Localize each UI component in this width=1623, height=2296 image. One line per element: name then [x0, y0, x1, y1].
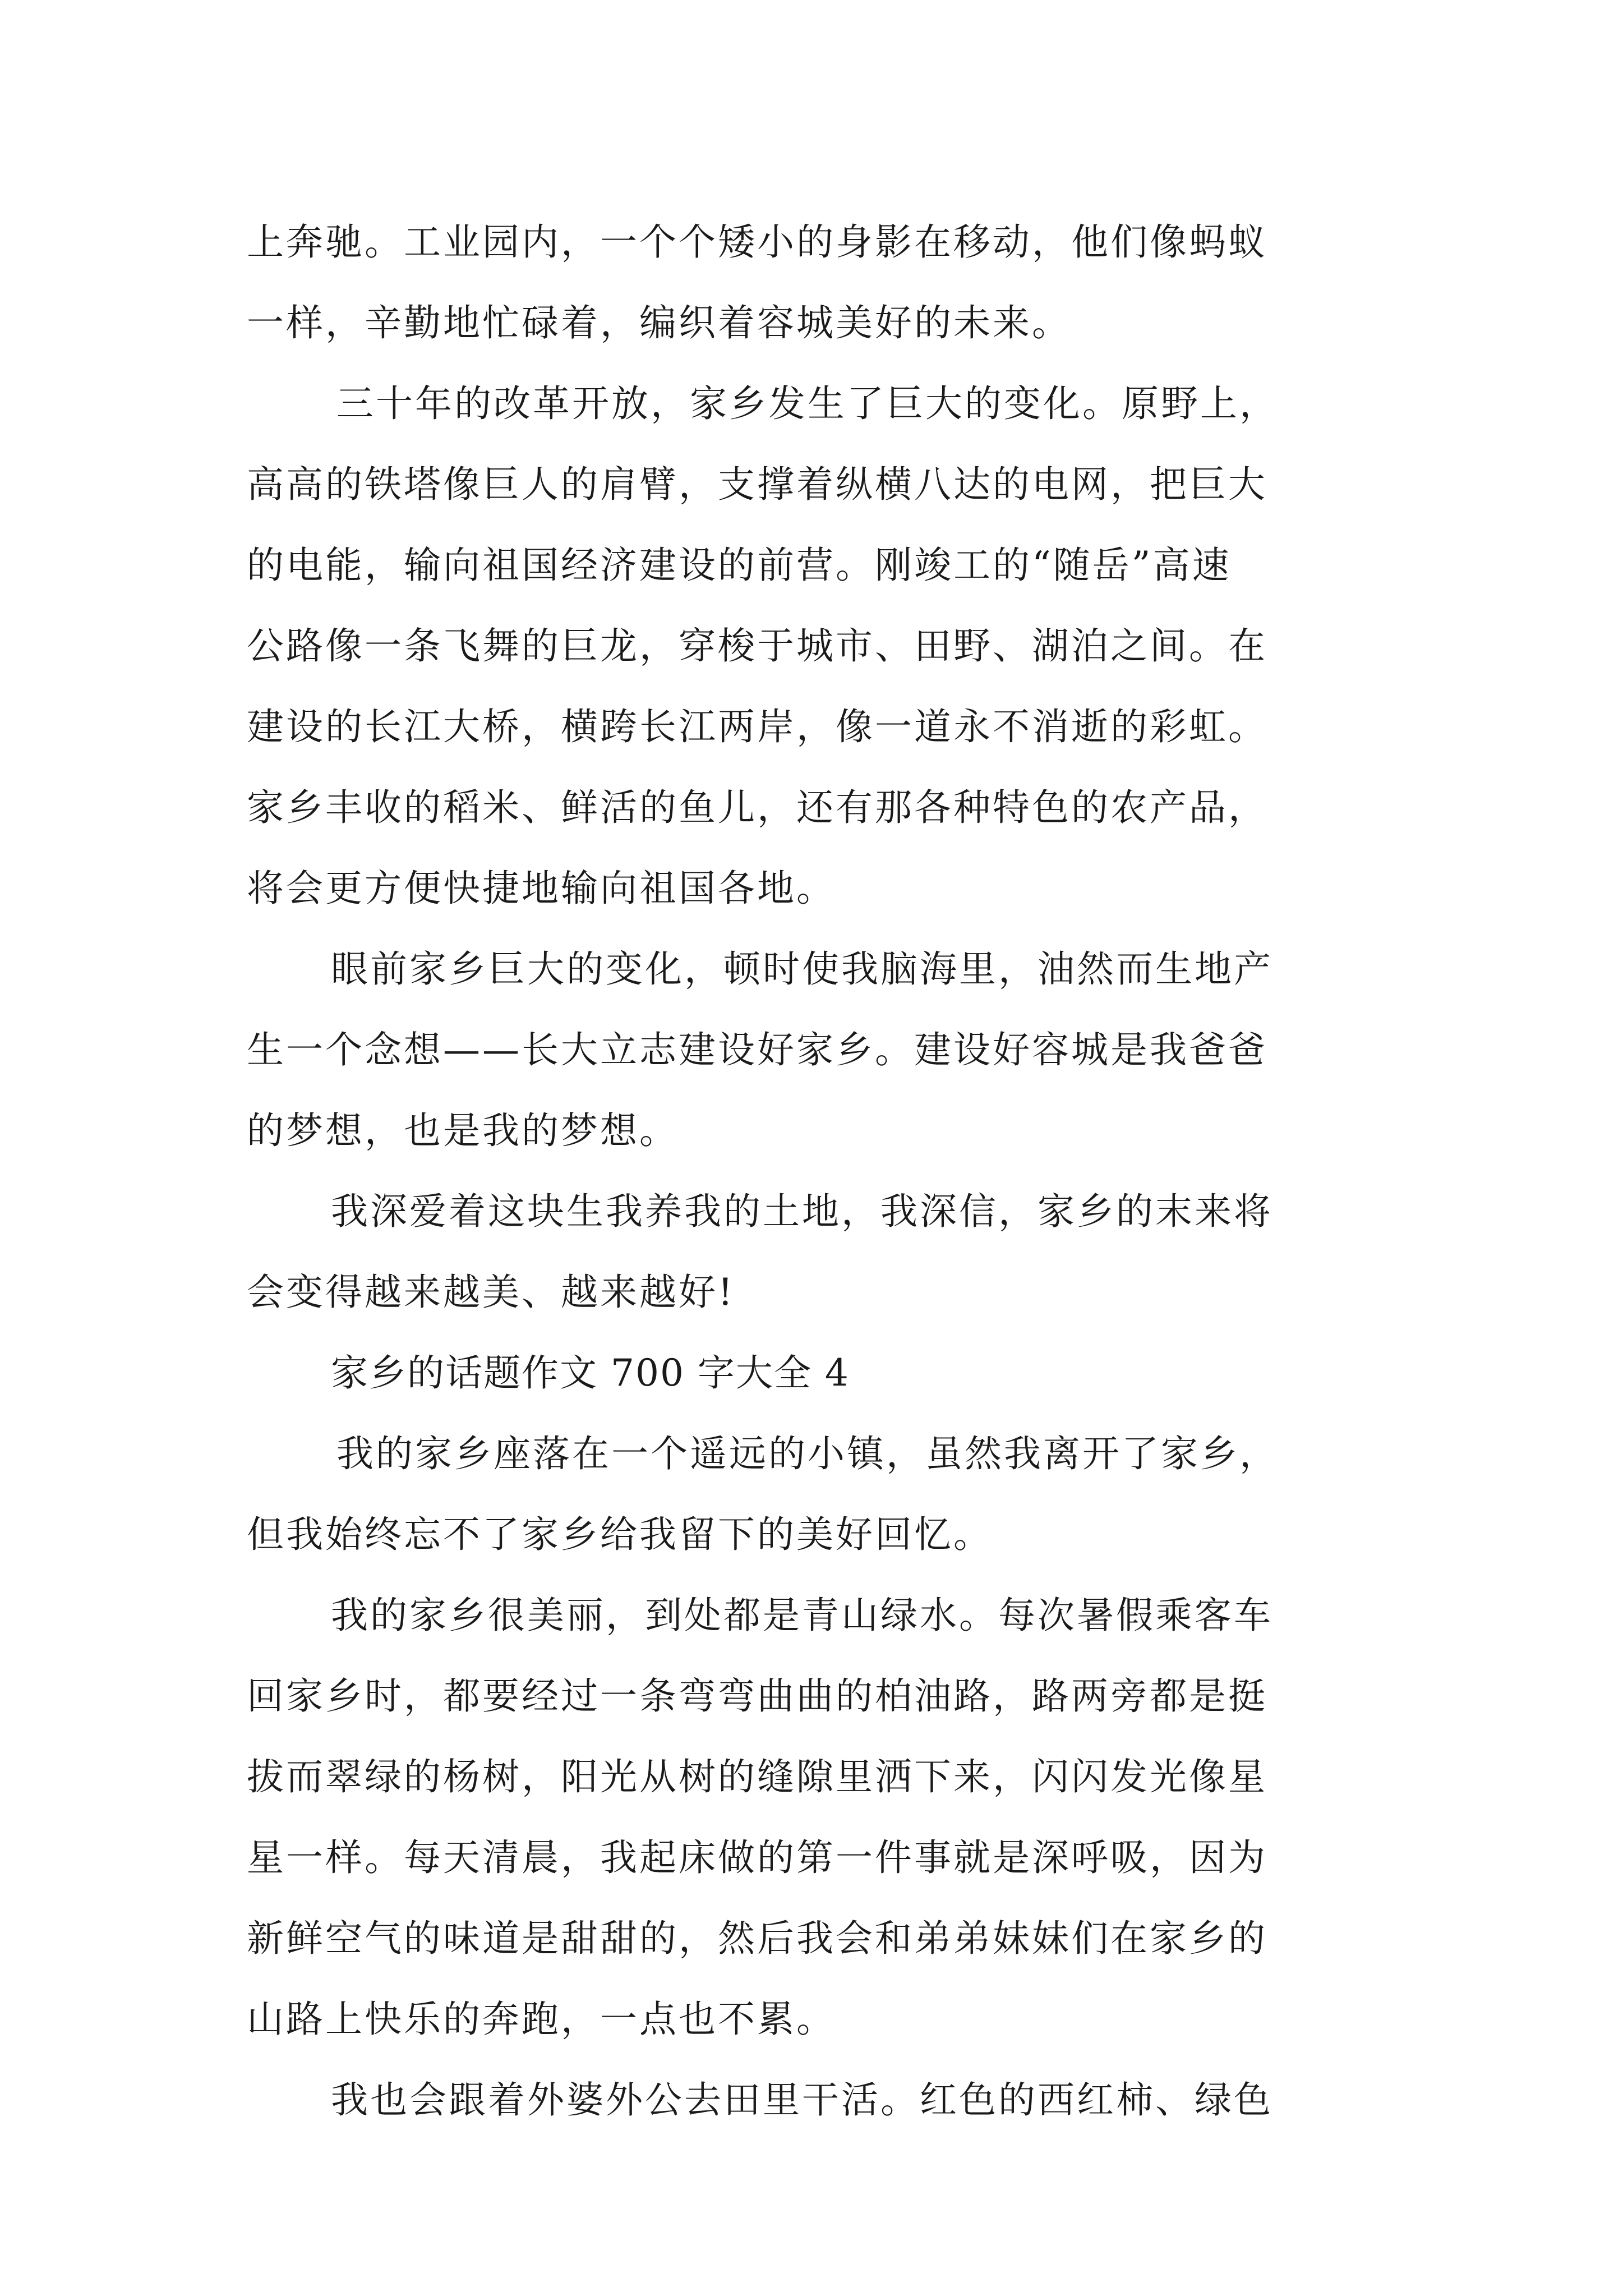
text-line: 的电能，输向祖国经济建设的前营。刚竣工的“随岳”高速 [247, 544, 1232, 587]
text-line: 拔而翠绿的杨树，阳光从树的缝隙里洒下来，闪闪发光像星 [247, 1755, 1267, 1798]
text-line: 一样，辛勤地忙碌着，编织着容城美好的未来。 [247, 301, 1071, 344]
paragraph-first-line: 三十年的改革开放，家乡发生了巨大的变化。原野上， [336, 382, 1279, 425]
text-line: 家乡丰收的稻米、鲜活的鱼儿，还有那各种特色的农产品， [247, 786, 1267, 829]
text-line: 上奔驰。工业园内，一个个矮小的身影在移动，他们像蚂蚁 [247, 220, 1267, 264]
text-line: 建设的长江大桥，横跨长江两岸，像一道永不消逝的彩虹。 [247, 705, 1267, 748]
text-line: 的梦想，也是我的梦想。 [247, 1109, 679, 1152]
text-line: 高高的铁塔像巨人的肩臂，支撑着纵横八达的电网，把巨大 [247, 463, 1267, 506]
document-body [247, 202, 1380, 2141]
text-line: 生一个念想——长大立志建设好家乡。建设好容城是我爸爸 [247, 1028, 1267, 1071]
text-line: 公路像一条飞舞的巨龙，穿梭于城市、田野、湖泊之间。在 [247, 624, 1267, 668]
text-line: 星一样。每天清晨，我起床做的第一件事就是深呼吸，因为 [247, 1836, 1267, 1879]
text-line: 新鲜空气的味道是甜甜的，然后我会和弟弟妹妹们在家乡的 [247, 1917, 1267, 1960]
text-line: 回家乡时，都要经过一条弯弯曲曲的柏油路，路两旁都是挺 [247, 1674, 1267, 1718]
paragraph-first-line: 我的家乡座落在一个遥远的小镇，虽然我离开了家乡， [336, 1432, 1279, 1475]
paragraph-first-line: 我深爱着这块生我养我的土地，我深信，家乡的末来将 [331, 1190, 1273, 1233]
text-line: 山路上快乐的奔跑，一点也不累。 [247, 1998, 836, 2041]
paragraph-first-line: 眼前家乡巨大的变化，顿时使我脑海里，油然而生地产 [331, 947, 1273, 991]
text-line: 会变得越来越美、越来越好! [247, 1271, 735, 1314]
paragraph-first-line: 我也会跟着外婆外公去田里干活。红色的西红柿、绿色 [331, 2078, 1273, 2122]
text-line: 将会更方便快捷地输向祖国各地。 [247, 867, 836, 910]
text-line: 但我始终忘不了家乡给我留下的美好回忆。 [247, 1513, 993, 1556]
section-heading: 家乡的话题作文 700 字大全 4 [331, 1351, 850, 1395]
paragraph-first-line: 我的家乡很美丽，到处都是青山绿水。每次暑假乘客车 [331, 1594, 1273, 1637]
